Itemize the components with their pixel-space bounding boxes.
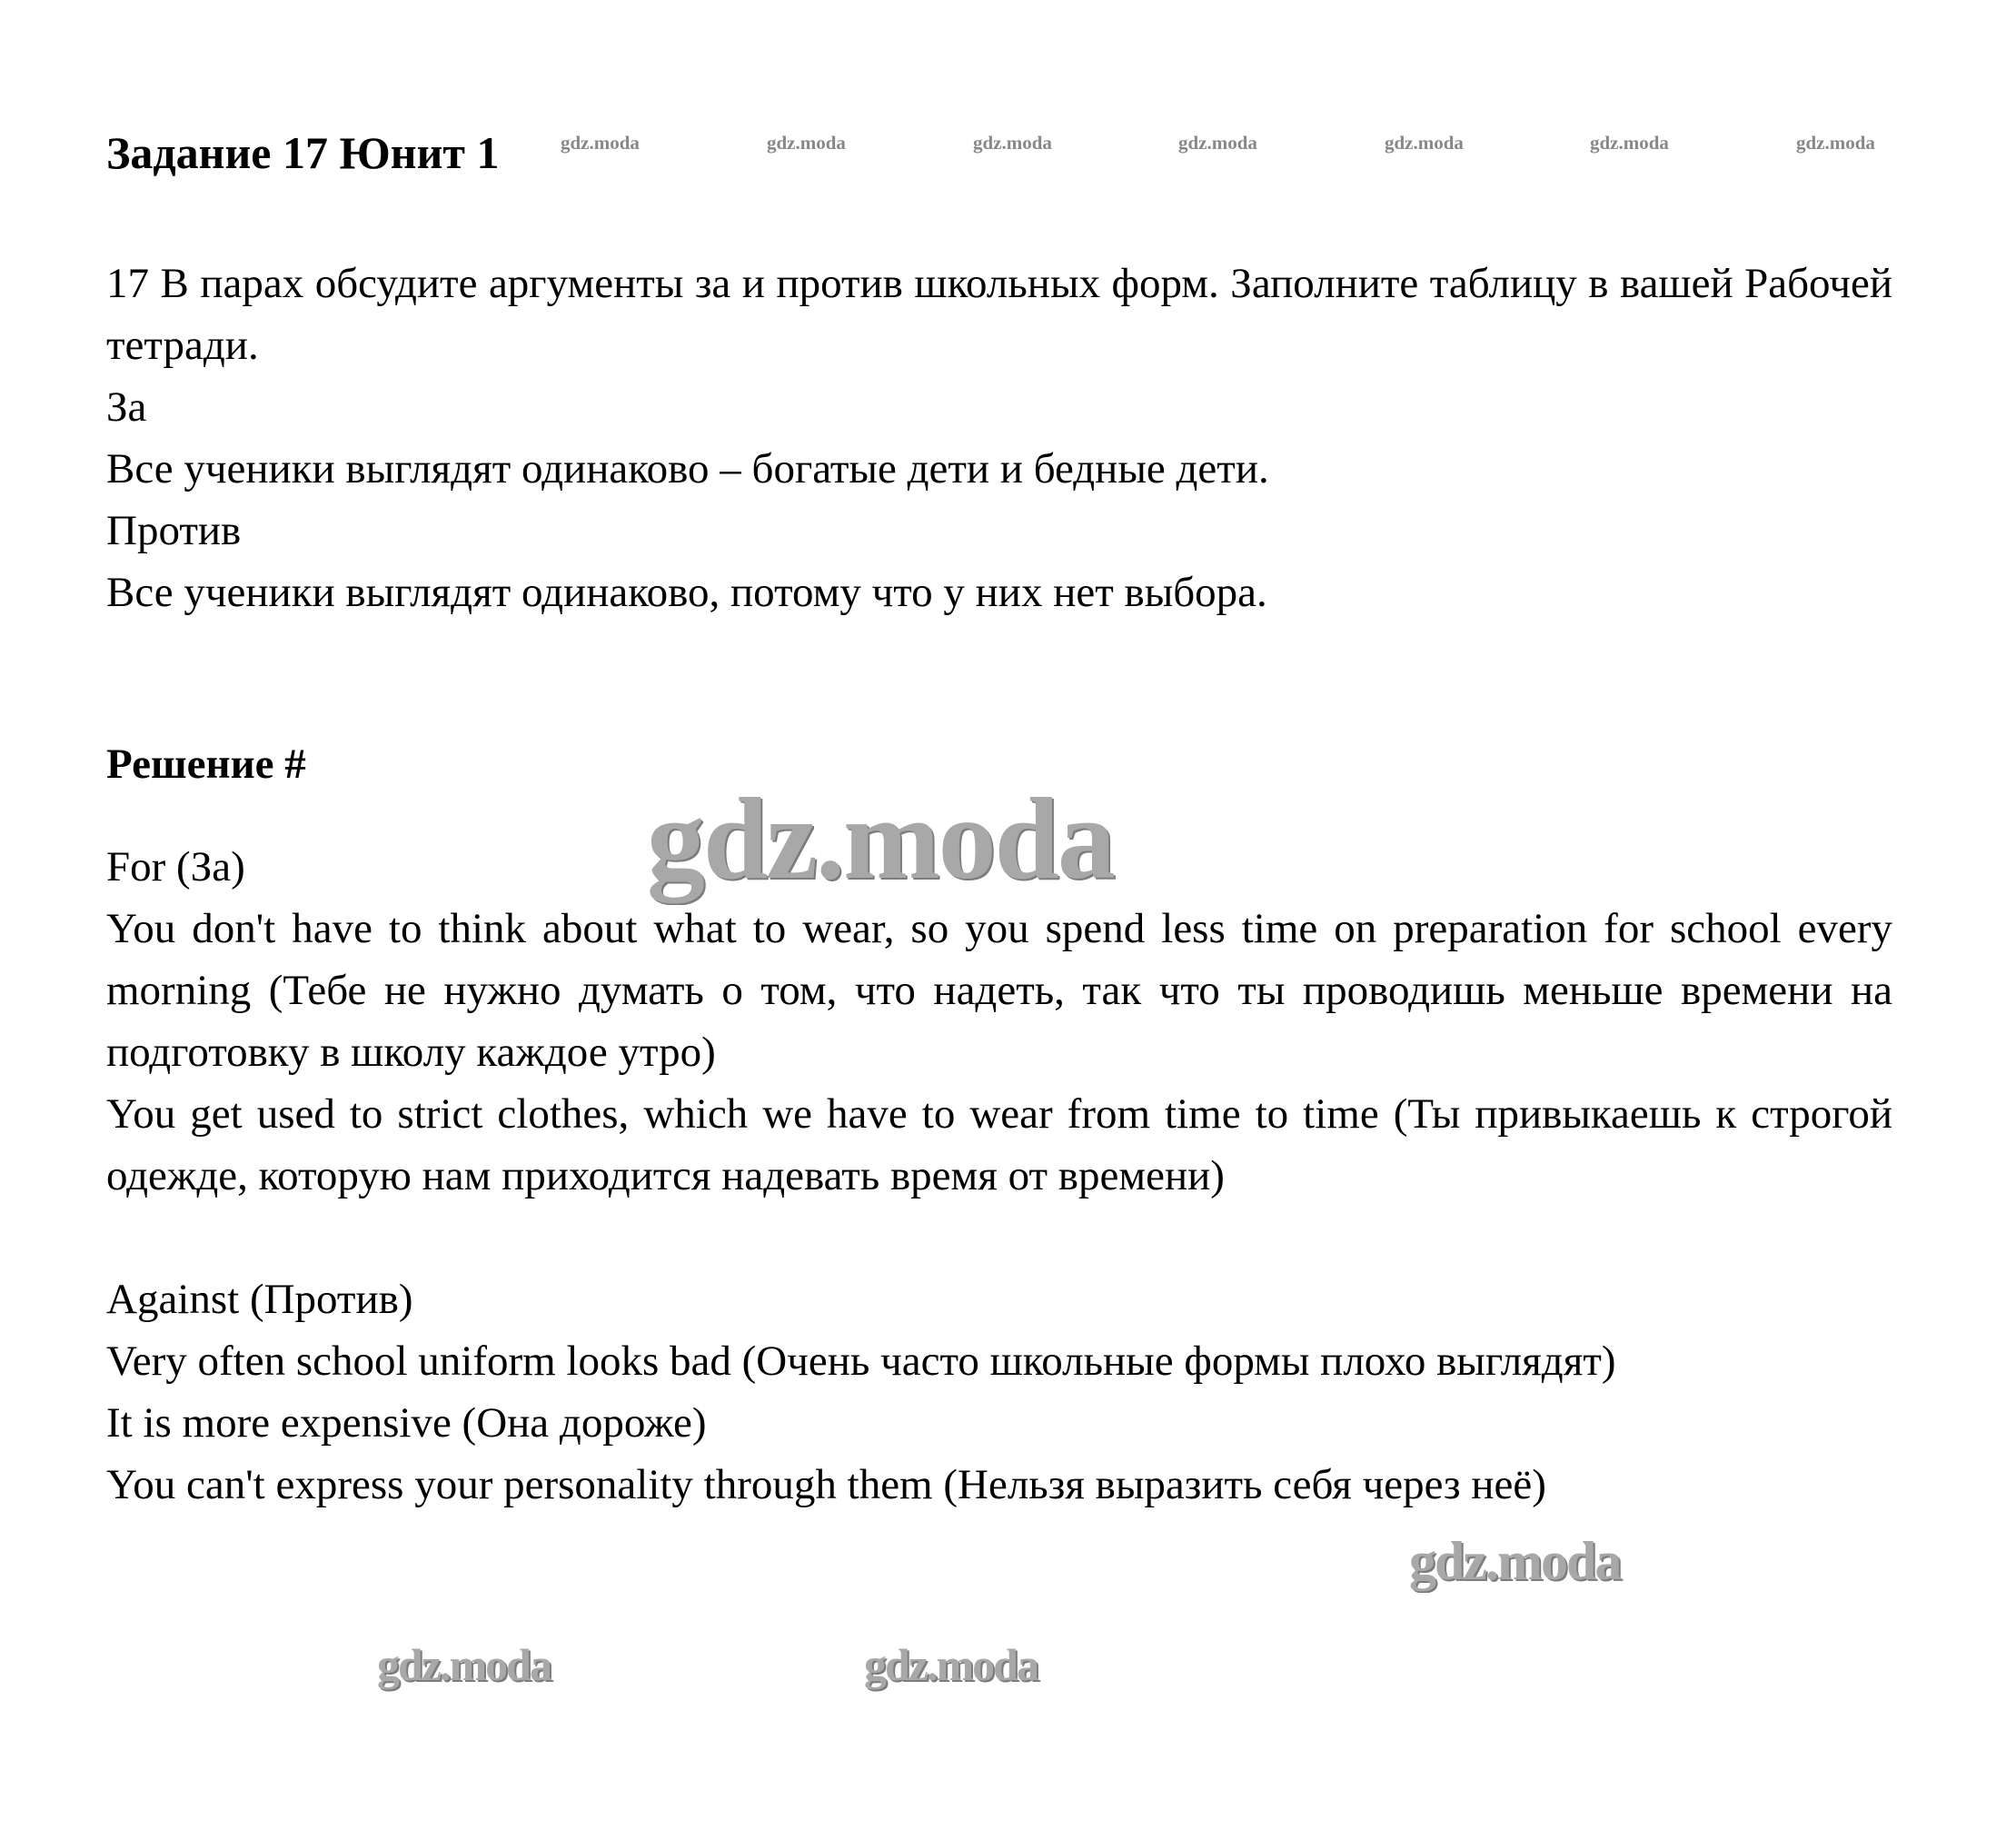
task-section bbox=[106, 253, 1892, 623]
solution-heading: Решение # bbox=[106, 741, 306, 788]
solution-for-item: You don't have to think about what to wear, so you spend less time on preparation for school every morning (Тебе не нужно думать о том, что надеть, так что ты проводишь меньше времени на подготовку в школу каждое утро) bbox=[106, 905, 1892, 1076]
watermark: gdz.moda bbox=[1178, 132, 1257, 154]
watermark: gdz.moda bbox=[1796, 132, 1875, 154]
task-against-text: Все ученики выглядят одинаково, потому что у них нет выбора. bbox=[106, 569, 1267, 616]
watermark-large: gdz.moda bbox=[647, 774, 1114, 903]
task-against-label: Против bbox=[106, 507, 242, 554]
watermark: gdz.moda bbox=[1409, 1531, 1621, 1591]
watermark: gdz.moda bbox=[767, 132, 846, 154]
watermark: gdz.moda bbox=[377, 1639, 551, 1690]
watermark: gdz.moda bbox=[864, 1639, 1038, 1690]
solution-for-label: For (За) bbox=[106, 843, 245, 890]
watermark: gdz.moda bbox=[973, 132, 1052, 154]
watermark: gdz.moda bbox=[1385, 132, 1464, 154]
solution-against-item: You can't express your personality through them (Нельзя выразить себя через неё) bbox=[106, 1461, 1546, 1508]
task-for-text: Все ученики выглядят одинаково – богатые дети и бедные дети. bbox=[106, 445, 1269, 492]
task-for-label: За bbox=[106, 383, 147, 431]
page-title: Задание 17 Юнит 1 bbox=[106, 127, 500, 178]
solution-against-item: Very often school uniform looks bad (Очень часто школьные формы плохо выглядят) bbox=[106, 1338, 1616, 1385]
solution-against-label: Against (Против) bbox=[106, 1276, 413, 1323]
watermark: gdz.moda bbox=[561, 132, 640, 154]
solution-for-item: You get used to strict clothes, which we have to wear from time to time (Ты привыкаешь к строгой одежде, которую нам приходится надевать время от времени) bbox=[106, 1090, 1892, 1199]
watermark: gdz.moda bbox=[1590, 132, 1669, 154]
solution-against-item: It is more expensive (Она дороже) bbox=[106, 1399, 707, 1447]
task-text: 17 В парах обсудите аргументы за и против школьных форм. Заполните таблицу в вашей Рабочей тетради. bbox=[106, 260, 1892, 369]
